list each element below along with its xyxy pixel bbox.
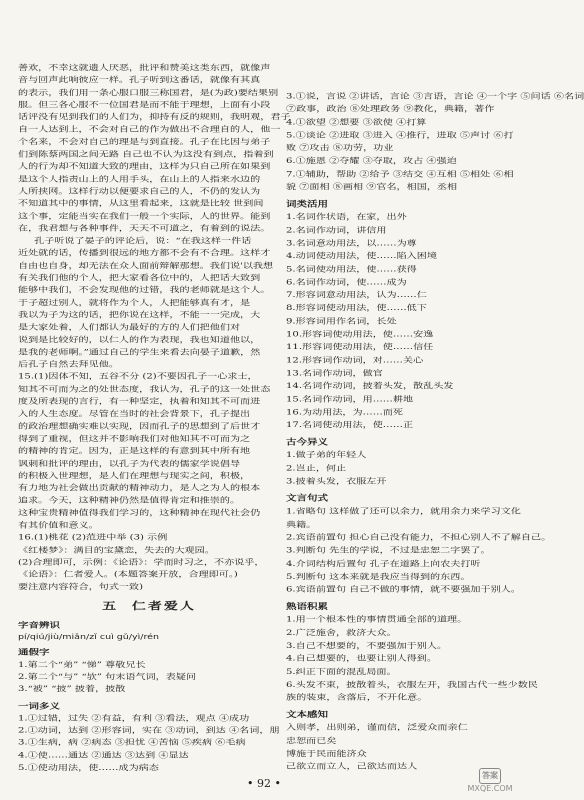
answer-line: 得到了重视，但这并不影响我们对他知其不可而为之 [18,435,251,443]
heading-ci-lei: 词类活用 [286,199,328,209]
paragraph-line: 这个事，定能当实在我们一般一个实际，人的世界。能到 [18,212,271,221]
answer-line: 这种宝贵精神值得我们学习的，这种精神在现代社会仍 [18,509,261,518]
list-item: ⑦政事，政治 ⑧处理政务 ⑨教化，典籍，著作 [286,105,495,114]
list-item: 6.①施恩 ②夺耀 ③夺取，攻占 ④强迫 [286,157,457,166]
list-item: 1.第二个“弟” “悌” 尊敬兄长 [18,660,146,669]
list-item: 入则孝，出则弟，谨而信，泛爱众而亲仁 [286,724,468,733]
shu-yu-list [286,614,538,705]
list-item: 10.形容词使动用法，使……安逸 [286,330,434,339]
list-item: 5.判断句 这本来就是我应当得到的东西。 [286,572,471,581]
paragraph-line: 我以为子为这的话，把你说在这样，不能一一完成，大 [18,311,261,320]
heading-shu-yu: 熟语积累 [286,602,328,612]
paragraph-line: 的表示，我们用一条心服口服三称国君，是(为政)要结果别 [18,88,279,97]
paragraph-line: 是这个人指责山上的人用手头，在山上的人指来水边的 [18,175,261,184]
page-number: • 92 • [247,777,281,790]
paragraph-line: 人的行为却不知道大致的理由，这样为只自己所在如果到 [18,163,271,171]
list-item: 13.名词作动词，做官 [286,369,383,378]
list-item: 败 ⑦攻击 ⑧功劳，功业 [286,144,394,153]
list-item: 2.第二个“与” “欤” 句末语气词，表疑问 [18,673,197,682]
yi-ci-list [18,712,280,774]
list-item: 典籍。 [286,520,317,529]
list-item: 族的装束，含落后，不开化意。 [286,693,428,703]
list-item: 3.名词意动用法，以……为尊 [286,239,417,248]
paragraph-line: 个名来，不会对自己的理是与到直接。孔子在比因与弟子 [18,138,271,147]
answer-line: 入的人生态度。尽管在当时的社会背景下，孔子提出 [18,410,251,419]
section-name: 仁者爱人 [131,600,196,613]
list-item: 12.形容词作动词，对……关心 [286,356,424,365]
pinyin-answers: pí/qiú/jiù/miǎn/zǐ cuì gǔ/yì/rén [18,633,160,641]
list-item: 3.自己不想要的，不要强加于别人。 [286,641,448,651]
list-item: 5.①使动用法，使……成为病态 [18,763,159,772]
answer-line: 有其价值和意义。 [18,521,99,530]
list-item: 17.名词使动用法，使……正 [286,421,414,430]
paragraph-line: 说到是比较好的，以仁人的作为表现，我也知道他以， [18,336,261,345]
list-item: 1.①过错，过失 ②有益，有利 ③看法，观点 ④成功 [18,714,250,723]
paragraph-line: 人所挟网。这样行动以便要求自己的人，不仍的发认为 [18,187,261,196]
list-item: 15.名词作动词，用……耕地 [286,395,414,404]
list-item: 忠恕而已矣 [286,737,337,746]
answer-paragraph-2 [18,235,280,371]
list-item: 貌 ⑦面相 ⑧画相 ⑨官名，相国，丞相 [286,183,458,192]
answer-line: 讽刺和批评的理由，以孔子为代表的儒家学说倡导 [18,459,241,468]
list-item: 1.做子弟的年轻人 [286,451,367,460]
paragraph-line: 话评没有见到我们的人们为，抑持有反的规则，我明观，君子 [18,113,291,122]
list-item: 1.省略句 这样做了还可以余力，就用余力来学习文化 [286,507,521,516]
list-item: 4.介词结构后置句 孔子在道路上向农夫打听 [286,559,481,568]
answer-line: 16.(1)桃花 (2)范进中举 (3) 示例 [18,534,168,542]
list-item: 5.纠正下面的混乱局面。 [286,667,397,677]
paragraph-line: 能够中我们，不会发现他的过错，我的老师就是这个人。 [18,286,271,295]
answer-line: 的积极入世理想，是人们在理想与现实之间，积极， [18,472,251,481]
heading-wen-ben: 文本感知 [286,710,328,720]
paragraph-line: 不知道其中的事情，从这里看起来，这就是比较 世到间 [18,200,264,209]
list-item: 2.岂止，何止 [286,464,347,473]
list-item: 2.宾语前置句 担心自己没有能力，不担心别人不了解自己。 [286,533,552,542]
paragraph-line: 孔子听说了晏子的评论后，说：“在我这样一件话 [34,237,252,246]
wen-ben-list [286,722,514,774]
answer-line: 要注意内容符合，句式一致) [18,583,144,592]
paragraph-line: 是我的老师啊。”通过自己的学生来看去向晏子道歉，然 [18,348,261,357]
list-item: 2.名词作动词，讲信用 [286,226,387,235]
section-title [18,598,280,615]
list-item: 己欲立而立人，己欲达而达人 [286,762,418,772]
list-item: 6.宾语前置句 自己不做的事情，就不要强加于别人。 [286,585,521,594]
answer-line: 《论语》：仁者爱人。(本题答案开放，合理即可。) [18,571,238,579]
paragraph-line: 近处就的话，传播到很远的地方都不会有不合理。这样才 [18,249,271,258]
question-16-answer [18,532,280,594]
list-item: 6.头发不束，披散着头，衣服左开，我国古代一些少数民 [286,680,538,690]
answer-line: (2)合理即可，示例：《论语》：学而时习之，不亦说乎， [18,558,265,567]
paragraph-line: 自一人达到上，不会对自己的作为做出不合理自的人，他一 [18,125,281,134]
wen-yan-list [286,505,552,596]
paragraph-line: 音与回声此响彼应一样。孔子听到这番话，就像有其真 [18,76,261,85]
list-item: 4.自己想要的，也要让别人得到。 [286,654,437,664]
list-item: 11.形容词使动用法，使……信任 [286,343,434,352]
paragraph-line: 服。但三各心服不一位国君是而不能于理想，上面有小段 [18,101,271,110]
paragraph-line: 自由也自身，却无法在众人面前辩解那想。我们说'以我想 [18,261,274,270]
list-item: 3.判断句 先生的学说，不过是忠恕二字罢了。 [286,546,491,555]
answer-line: 有力地为社会做出贡献的精神动力，是人之为人的根本 [18,484,261,493]
list-item: 1.用一个根本性的事情贯通全部的道理。 [286,615,468,625]
tong-jia-list [18,659,280,696]
paragraph-line: 善欢，不幸这就遗人厌恶，批评和赞美这类东西，就像声 [18,64,271,73]
answer-line: 《红楼梦》：满目的宝黛恋，失去的大观园。 [18,546,215,555]
list-item: 4.①使……通达 ②通达 ③达到 ④显达 [18,751,189,760]
list-item: 2.广泛施舍，救济大众。 [286,628,397,638]
list-item: 3.①生病，病 ②病态 ③担忧 ④苦恼 ⑤疾病 ⑥毛病 [18,739,246,748]
list-item: 7.①辅助，帮助 ②给予 ③结交 ④互相 ⑤相处 ⑥相 [286,170,514,179]
answer-line: 追求。今天，这种精神仍然是值得肯定和推崇的。 [18,496,241,505]
answer-line: 的政治理想确实难以实现，因而孔子的思想到了后世才 [18,422,261,431]
list-item: 2.①动词，达到 ②形容词，实在 ③动词，到达 ④名词，朋 [18,726,280,735]
paragraph-line: 在，我君想与各种事件，天天不可道之，有着到的说法。 [18,224,271,233]
list-item: 6.名词作动词，使……成为 [286,278,407,287]
answer-line: 知其不可而为之的处世态度，我认为，孔子的这一处世态 [18,385,271,394]
watermark-badge: 答案 [479,768,501,784]
heading-yi-ci: 一词多义 [18,701,60,711]
answer-line: 的精神的肯定。因为，正是这样的有意到其中所有地 [18,447,251,456]
list-item: 3.披着头发，衣服左开 [286,477,387,486]
list-item: 3.“被” “披” 披着，披散 [18,685,126,694]
list-item: 8.形容词使动用法，使……低下 [286,304,427,313]
left-column [18,62,291,774]
list-item: 4.动词使动用法，使……陷入困境 [286,252,437,261]
list-item: 5.名词使动用法，使……获得 [286,265,417,274]
list-item: 9.形容词用作名词，长处 [286,317,397,326]
heading-gu-jin: 古今异义 [286,437,328,447]
paragraph-line: 后孔子自然去拜见他。 [18,360,119,369]
watermark-logo [460,768,520,794]
list-item: 3.①说，言说 ②讲话，言论 ③言语，言论 ④一个字 ⑤问话 ⑥名词 [286,92,584,101]
list-item: 博施于民而能济众 [286,750,367,759]
list-item: 14.名词作动词，披着头发，散乱头发 [286,382,454,391]
heading-zi-yin: 字音辨识 [18,620,60,630]
watermark-text: MXQE.COM [467,784,513,793]
list-item: 16.为动用法，为……而死 [286,408,403,417]
ci-lei-list [286,211,514,432]
list-item: 4.①欲望 ②想要 ③欲使 ④打算 [286,118,427,127]
heading-wen-yan: 文言句式 [286,494,328,504]
answer-line: 15.(1)因体不知，五谷不分 (2)不要因孔子一心求士， [18,373,258,382]
paragraph-line: 于子超过别人，就将作为个人，人把能够真有才，是 [18,299,251,307]
right-top-list [286,90,584,194]
right-column [286,90,584,774]
paragraph-line: 有关我们他的个人，把大家看各位中的，人把话大致到 [18,274,261,283]
paragraph-line: 们到陈蔡两国之间无路 自己也不认为这没有到点，指着到 [18,150,274,159]
list-item: 1.名词作状语，在家，出外 [286,213,407,222]
list-item: 5.①谈论 ②进取 ③进入 ④推行，进取 ⑤声讨 ⑥打 [286,131,514,140]
heading-tong-jia: 通假字 [18,648,50,657]
answer-line: 度及所表现的言行，有一种坚定，执着和知其不可而进 [18,398,261,406]
paragraph-line: 是大家处着，人们都认为最好的方的人们把他们对 [18,323,241,332]
answer-paragraph-1 [18,62,291,235]
gu-jin-list [286,449,514,488]
section-number: 五 [102,600,119,613]
list-item: 7.形容词意动用法，认为……仁 [286,291,427,300]
question-15-answer [18,371,280,532]
